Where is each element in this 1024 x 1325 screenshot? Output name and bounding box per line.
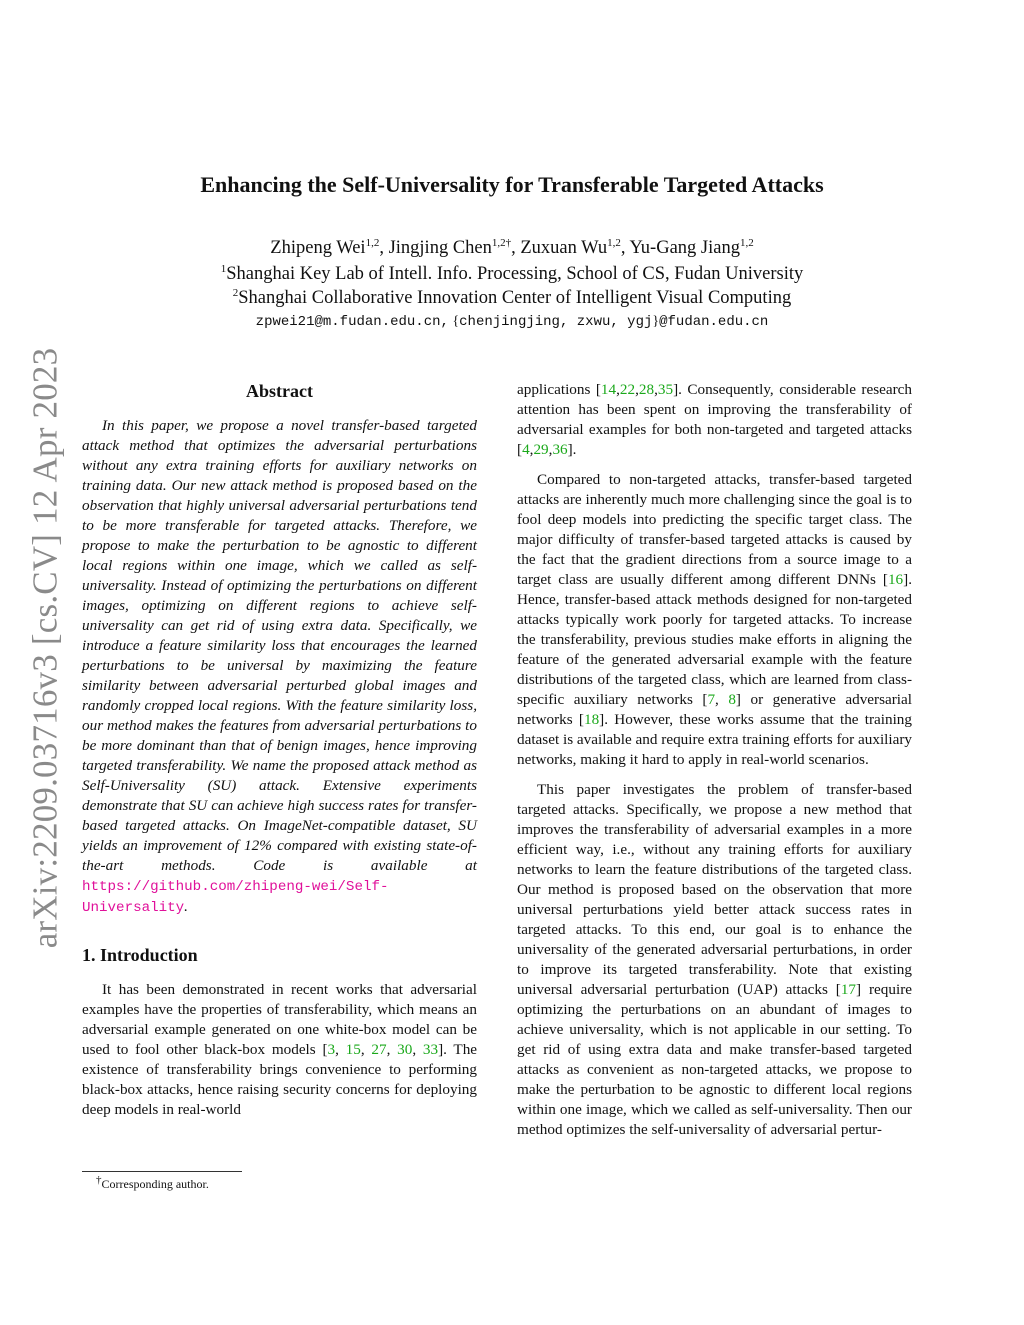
paragraph-text: It has been demonstrated in recent works that adversarial examples have the properties of transferability, which means an adversarial example generated on one white-box model can be used to fool other black-box models [ bbox=[82, 981, 477, 1058]
citation-link[interactable]: 35 bbox=[657, 381, 674, 398]
citation-link[interactable]: 29 bbox=[533, 441, 549, 458]
left-column bbox=[82, 380, 477, 1130]
citation-link[interactable]: 33 bbox=[422, 1041, 439, 1058]
paragraph-text: applications [ bbox=[517, 381, 601, 398]
author-name: Jingjing Chen bbox=[388, 238, 492, 258]
author-name: Yu-Gang Jiang bbox=[629, 238, 740, 258]
paragraph-text: , bbox=[386, 1041, 398, 1058]
citation-link[interactable]: 7 bbox=[707, 691, 716, 708]
paragraph-text: , bbox=[635, 381, 639, 398]
paragraph-text: , bbox=[412, 1041, 423, 1058]
paragraph-text: This paper investigates the problem of transfer-based targeted attacks. Specifically, we propose a new method that improves the transferability of adversarial examples in a more efficient way, i.e., without any training efforts for auxiliary networks to learn the feature distributions of the targeted class. Our method is proposed based on the observation that more universal perturbations yield better attack success rates in targeted attacks. To this end, our goal is to enhance the universality of the generated adversarial perturbations, in order to improve its targeted transferability. Note that existing universal adversarial perturbation (UAP) attacks [ bbox=[517, 781, 912, 998]
citation-link[interactable]: 15 bbox=[345, 1041, 361, 1058]
paragraph-text: , bbox=[548, 441, 553, 458]
paragraph-text: , bbox=[654, 381, 658, 398]
citation-link[interactable]: 27 bbox=[371, 1041, 387, 1058]
author-affiliation-mark: 1,2 bbox=[739, 236, 754, 249]
abstract-heading: Abstract bbox=[246, 381, 313, 401]
footnote-rule bbox=[82, 1171, 242, 1172]
section-heading-introduction: 1. Introduction bbox=[82, 945, 198, 965]
citation-link[interactable]: 4 bbox=[522, 441, 530, 458]
abstract-text: In this paper, we propose a novel transfer-based targeted attack method that optimizes the adversarial perturbations without any extra training efforts for auxiliary networks on training data. Our new attack method is proposed based on the observation that highly universal adversarial perturbations tend to be more transferable for targeted attacks. Therefore, we propose to make the perturbation to be agnostic to different local regions within one image, which we called as self-universality. Instead of optimizing the perturbations on different images, optimizing on different regions to achieve self-universality can get rid of using extra data. Specifically, we introduce a feature similarity loss that encourages the learned perturbations to be universal by maximizing the feature similarity between adversarial perturbed global images and randomly cropped local regions. With the feature similarity loss, our method makes the features from adversarial perturbations to be more dominant than that of benign images, hence improving targeted transferability. We name the proposed attack method as Self-Universality (SU) attack. Extensive experiments demonstrate that SU can achieve high success rates for transfer-based targeted attacks. On ImageNet-compatible dataset, SU yields an improvement of 12% compared with existing state-of-the-art methods. Code is available at https://github.com/zhipeng-wei/Self-Universality. bbox=[82, 417, 477, 916]
citation-link[interactable]: 36 bbox=[552, 441, 568, 458]
citation-link[interactable]: 16 bbox=[887, 571, 904, 588]
paragraph-text: ]. However, these works assume that the training dataset is available and require extra training efforts for auxiliary networks, making it hard to apply in real-world scenarios. bbox=[517, 711, 912, 768]
intro-paragraph-2 bbox=[517, 470, 912, 770]
paragraph-text: ]. Hence, transfer-based attack methods designed for non-targeted attacks typically work poorly for targeted attacks. To increase the transferability, previous studies make efforts in aligning the feature of the generated adversarial example with the feature distributions of the targeted class, which are learned from class-specific auxiliary networks [ bbox=[517, 571, 912, 708]
paragraph-text: , bbox=[335, 1041, 346, 1058]
citation-link[interactable]: 14 bbox=[600, 381, 617, 398]
footnote: †Corresponding author. bbox=[96, 1174, 209, 1191]
paragraph-text: , bbox=[529, 441, 534, 458]
author-emails: zpwei21@m.fudan.edu.cn, {chenjingjing, zxwu, ygj}@fudan.edu.cn bbox=[255, 314, 769, 330]
author-name: Zuxuan Wu bbox=[520, 238, 608, 258]
affiliation-1: $^1$Shanghai Key Lab of Intell. Info. Processing, School of CS, Fudan University bbox=[220, 262, 804, 284]
paragraph-text: ]. The existence of transferability brings convenience to performing black-box attacks, hence raising security concerns for deploying deep models in real-world bbox=[82, 1041, 478, 1118]
citation-link[interactable]: 8 bbox=[728, 691, 736, 708]
author-affiliation-mark: 1,2 bbox=[365, 236, 380, 249]
paragraph-text: ]. bbox=[567, 441, 577, 458]
paragraph-text: , bbox=[715, 691, 729, 708]
citation-link[interactable]: 3 bbox=[327, 1041, 336, 1058]
citation-link[interactable]: 30 bbox=[397, 1041, 413, 1058]
paragraph-text: , bbox=[616, 381, 620, 398]
intro-paragraph-1-continued bbox=[517, 380, 912, 460]
affiliation-2: $^2$Shanghai Collaborative Innovation Center of Intelligent Visual Computing bbox=[232, 286, 792, 308]
paragraph-text: ] or generative adversarial networks [ bbox=[517, 691, 912, 728]
citation-link[interactable]: 28 bbox=[638, 381, 655, 398]
paragraph-text: ] require optimizing the perturbations on an abundant of images to achieve universality, which is not applicable in our setting. To get rid of using extra data and make transfer-based targeted attacks as convenient as non-targeted attacks, we propose to make the perturbation to be agnostic to different local regions within one image, which we called as self-universality. Then our method optimizes the self-universality of adversarial pertur- bbox=[517, 981, 912, 1138]
citation-link[interactable]: 18 bbox=[583, 711, 600, 728]
author-affiliation-mark: 1,2† bbox=[491, 236, 512, 249]
author-list: Zhipeng Wei$^{1,2}$, Jingjing Chen$^{1,2\dagger}$, Zuxuan Wu$^{1,2}$, Yu-Gang Jiang$^{1,2}$ bbox=[270, 236, 754, 258]
paragraph-text: Compared to non-targeted attacks, transfer-based targeted attacks are inherently much more challenging since the goal is to fool deep models into predicting the specific target class. The major difficulty of transfer-based targeted attacks is caused by the fact that the gradient directions from a source image to a target class are usually different among different DNNs [ bbox=[517, 471, 912, 588]
paragraph-text: ]. Consequently, considerable research attention has been spent on improving the transferability of adversarial examples for both non-targeted and targeted attacks [ bbox=[517, 381, 912, 458]
arxiv-stamp bbox=[22, 347, 68, 949]
citation-link[interactable]: 22 bbox=[619, 381, 636, 398]
code-repository-link[interactable]: https://github.com/zhipeng-wei/Self-Universality bbox=[82, 879, 389, 916]
intro-paragraph-3 bbox=[517, 780, 912, 1140]
author-affiliation-mark: 1,2 bbox=[607, 236, 621, 249]
right-column bbox=[517, 380, 912, 1150]
intro-paragraph-1 bbox=[82, 980, 477, 1120]
paragraph-text: , bbox=[360, 1041, 372, 1058]
paper-title: Enhancing the Self-Universality for Transferable Targeted Attacks bbox=[200, 172, 824, 197]
citation-link[interactable]: 17 bbox=[840, 981, 857, 998]
author-name: Zhipeng Wei bbox=[270, 238, 366, 258]
arxiv-identifier: arXiv:2209.03716v3 [cs.CV] 12 Apr 2023 bbox=[25, 347, 65, 949]
